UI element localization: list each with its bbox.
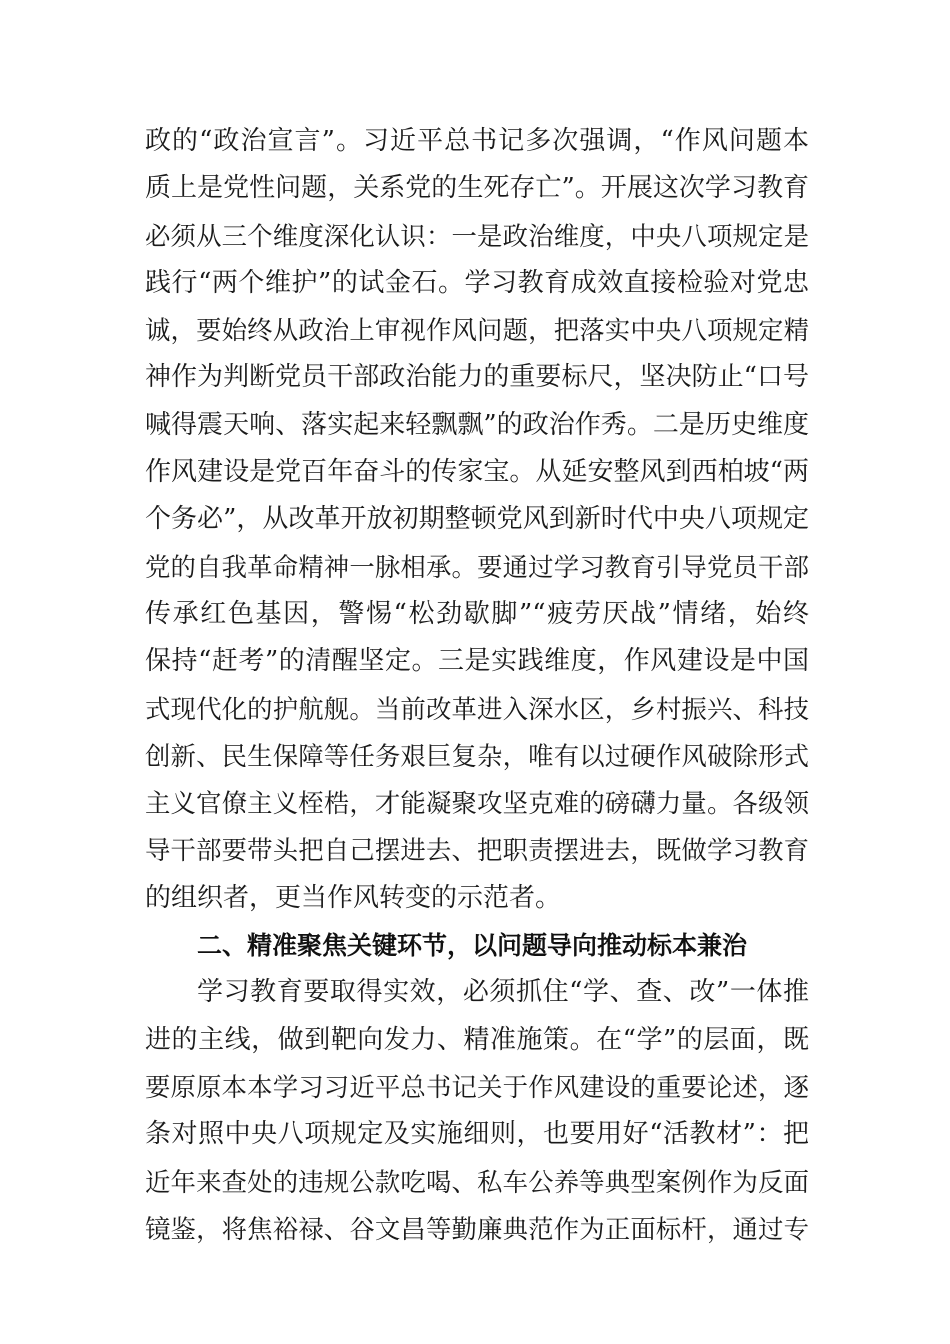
text-line: 质上是党性问题，关系党的生死存亡”。开展这次学习教育 xyxy=(145,173,809,204)
text-line: 诚，要始终从政治上审视作风问题，把落实中央八项规定精 xyxy=(145,315,809,346)
text-line: 传承红色基因，警惕“松劲歇脚”“疲劳厌战”情绪，始终 xyxy=(145,598,809,629)
text-line: 神作为判断党员干部政治能力的重要标尺，坚决防止“口号 xyxy=(145,362,809,393)
text-line: 近年来查处的违规公款吃喝、私车公养等典型案例作为反面 xyxy=(145,1166,809,1197)
text-line: 要原原本本学习习近平总书记关于作风建设的重要论述，逐 xyxy=(145,1071,809,1102)
text-line: 必须从三个维度深化认识：一是政治维度，中央八项规定是 xyxy=(145,220,809,251)
text-line: 镜鉴，将焦裕禄、谷文昌等勤廉典范作为正面标杆，通过专 xyxy=(145,1213,809,1244)
paragraph-1 xyxy=(145,118,809,922)
text-line: 式现代化的护航舰。当前改革进入深水区，乡村振兴、科技 xyxy=(145,693,809,724)
text-line: 作风建设是党百年奋斗的传家宝。从延安整风到西柏坡“两 xyxy=(145,457,809,488)
document-body xyxy=(145,118,809,1253)
text-line: 喊得震天响、落实起来轻飘飘”的政治作秀。二是历史维度 xyxy=(145,409,809,440)
text-line: 党的自我革命精神一脉相承。要通过学习教育引导党员干部 xyxy=(145,551,809,582)
text-line: 主义官僚主义桎梏，才能凝聚攻坚克难的磅礴力量。各级领 xyxy=(145,788,809,819)
text-line: 个务必”，从改革开放初期整顿党风到新时代中央八项规定 xyxy=(145,504,809,535)
text-line: 学习教育要取得实效，必须抓住“学、查、改”一体推 xyxy=(197,977,809,1008)
paragraph-2 xyxy=(145,969,809,1253)
text-line: 政的“政治宣言”。习近平总书记多次强调，“作风问题本 xyxy=(145,126,809,156)
text-line: 保持“赶考”的清醒坚定。三是实践维度，作风建设是中国 xyxy=(145,646,809,677)
text-line: 导干部要带头把自己摆进去、把职责摆进去，既做学习教育 xyxy=(145,835,809,866)
text-line: 的组织者，更当作风转变的示范者。 xyxy=(145,882,562,913)
text-line: 条对照中央八项规定及实施细则，也要用好“活教材”：把 xyxy=(145,1119,809,1150)
section-heading: 二、精准聚焦关键环节，以问题导向推动标本兼治 xyxy=(197,931,748,961)
text-line: 践行“两个维护”的试金石。学习教育成效直接检验对党忠 xyxy=(145,267,809,298)
text-line: 进的主线，做到靶向发力、精准施策。在“学”的层面，既 xyxy=(145,1024,809,1055)
text-line: 创新、民生保障等任务艰巨复杂，唯有以过硬作风破除形式 xyxy=(145,740,809,771)
